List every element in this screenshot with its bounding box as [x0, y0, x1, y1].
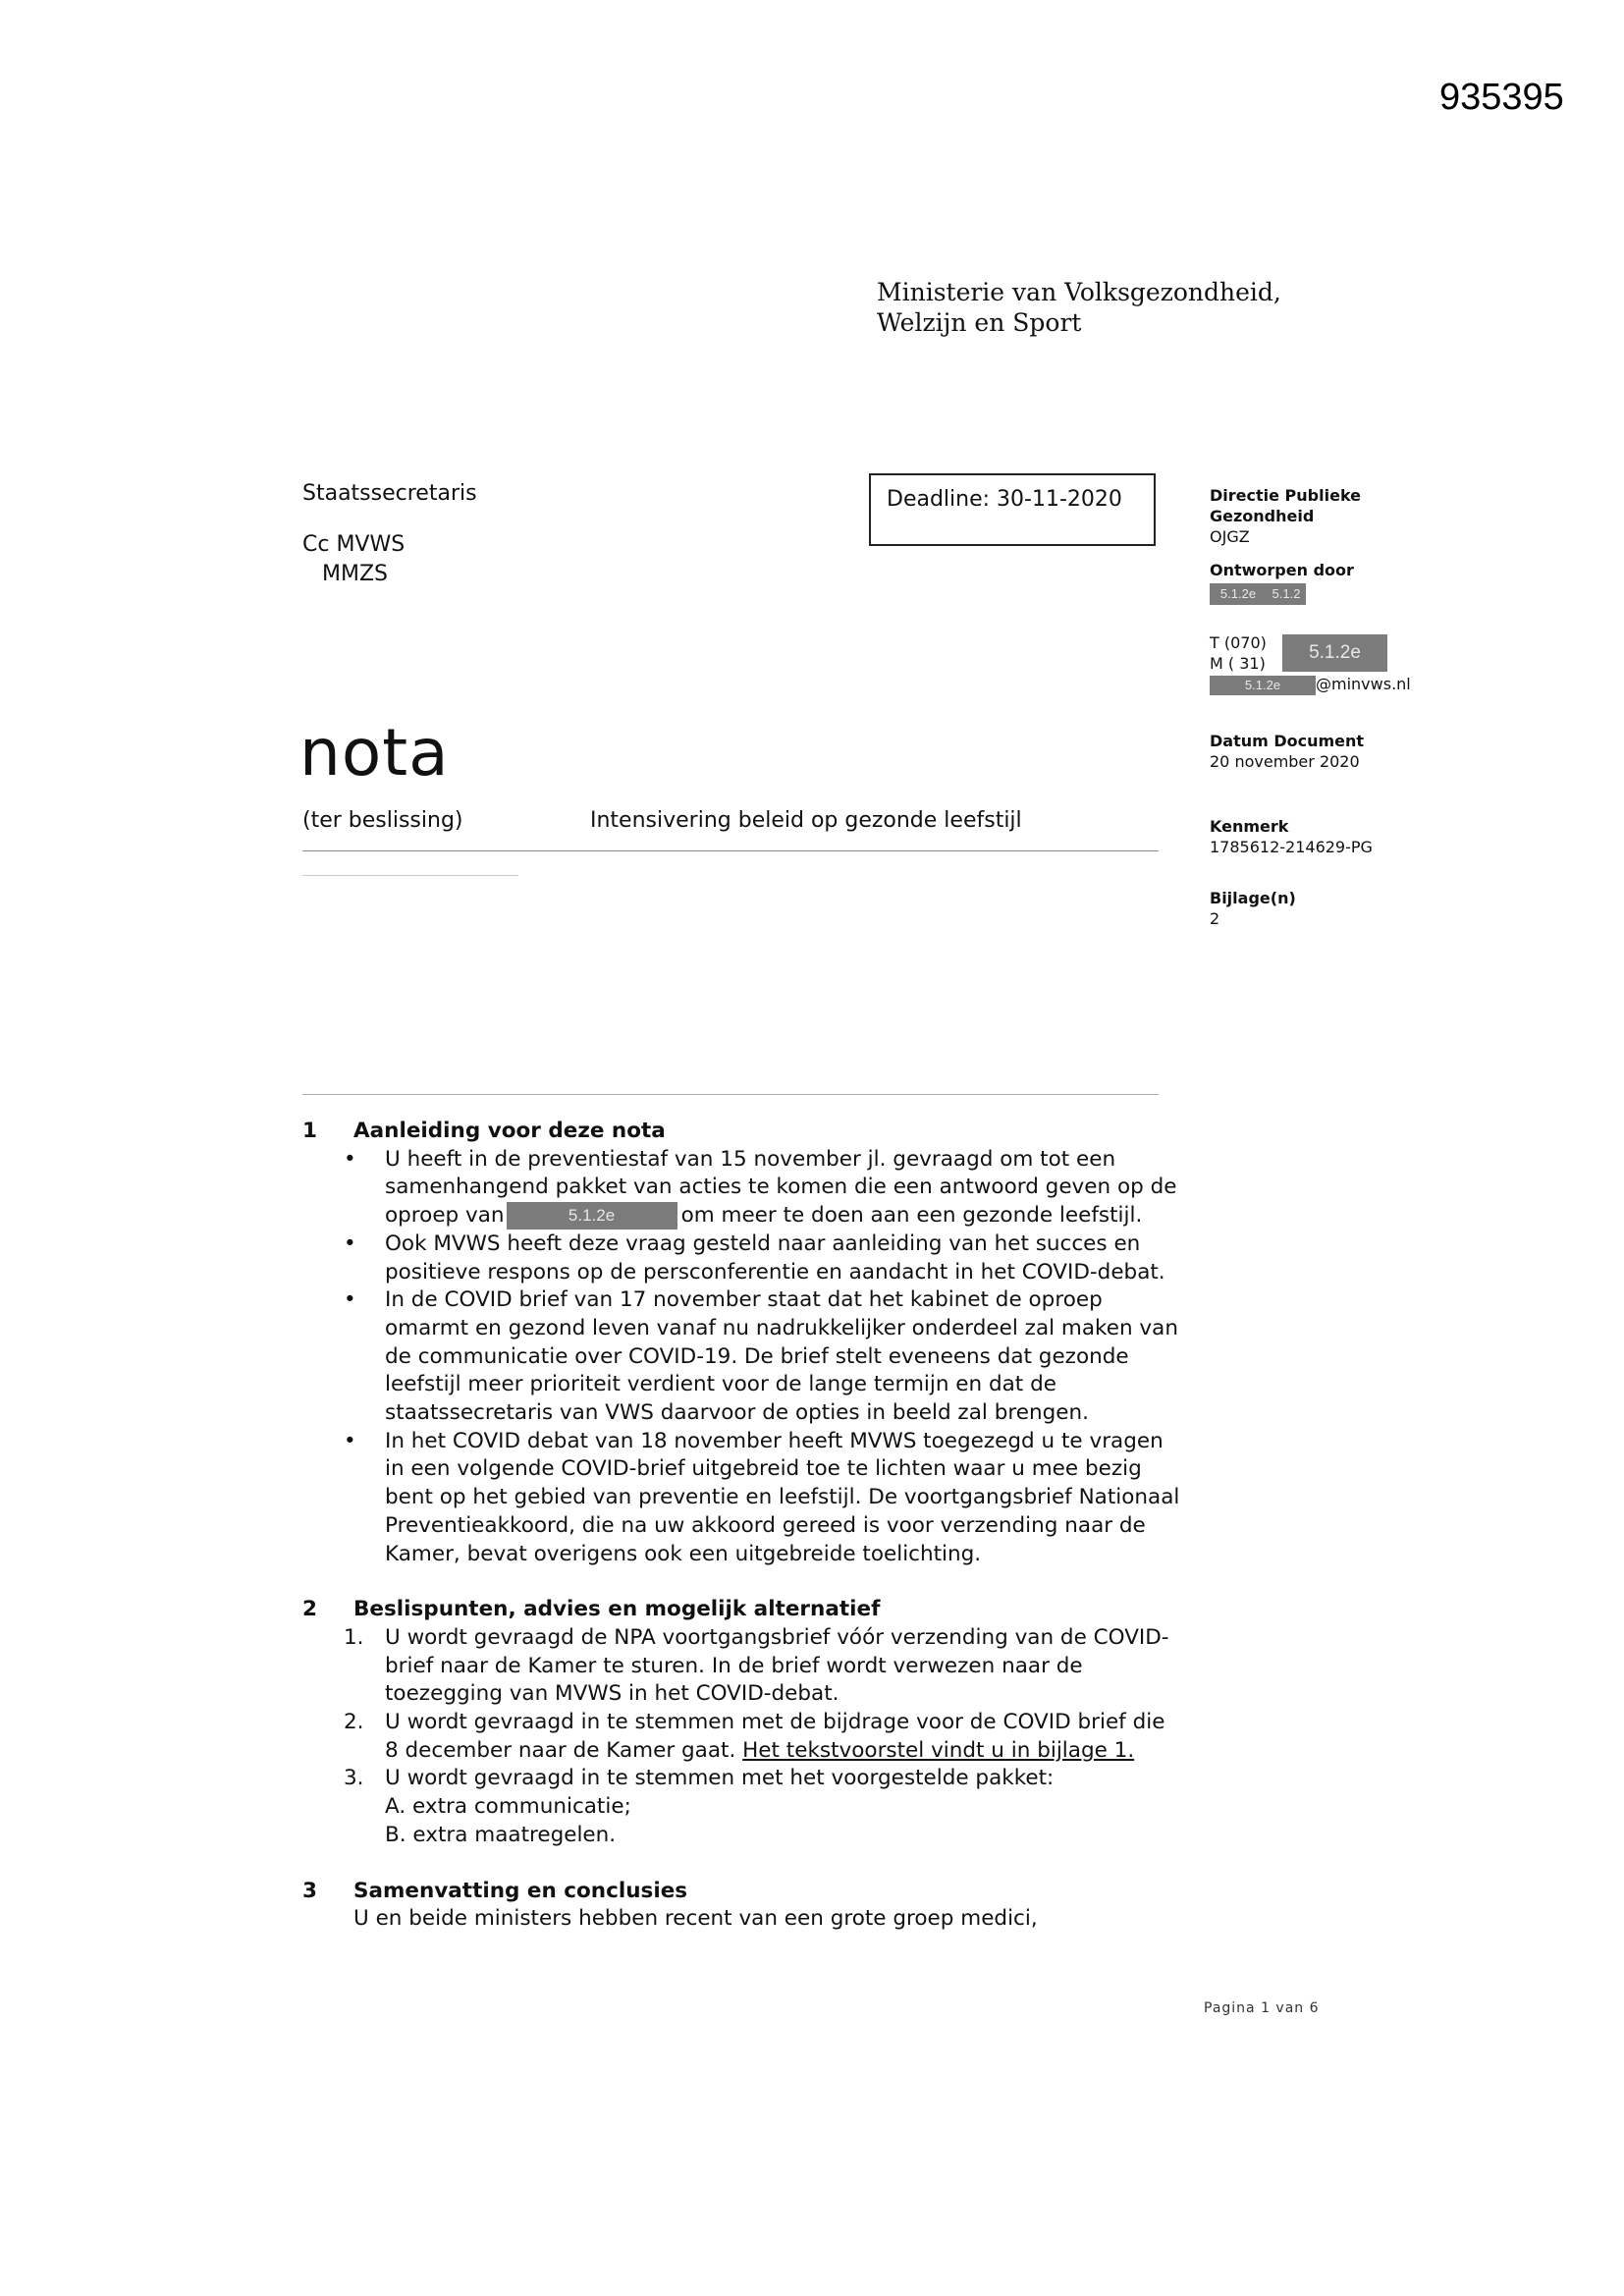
text-line: bent op het gebied van preventie en leefstijl. De voortgangsbrief Nationaal	[385, 1485, 1180, 1510]
deadline-box: Deadline: 30-11-2020	[869, 473, 1156, 546]
text-line: Kamer, bevat overigens ook een uitgebreide toelichting.	[385, 1541, 982, 1566]
text-fragment: 8 december naar de Kamer gaat.	[385, 1737, 736, 1763]
ministry-line-2: Welzijn en Sport	[877, 308, 1082, 337]
document-title: nota	[299, 715, 450, 791]
ontworpen-label: Ontworpen door	[1210, 561, 1354, 579]
text-line: leefstijl meer prioriteit verdient voor de lange termijn en dat de	[385, 1372, 1056, 1397]
text-line: samenhangend pakket van acties te komen die een antwoord geven op de	[385, 1175, 1177, 1200]
bullet-list	[302, 1146, 1196, 1569]
bijlage-label: Bijlage(n)	[1210, 889, 1296, 907]
ministry-name	[877, 277, 1281, 338]
redaction-block: 5.1.2e	[1210, 583, 1267, 605]
item-number: 1.	[344, 1624, 364, 1650]
section-title: Beslispunten, advies en mogelijk alternatief	[353, 1597, 881, 1622]
text-line: • Ook MVWS heeft deze vraag gesteld naar aanleiding van het succes en	[385, 1230, 1141, 1256]
page-number: Pagina 1 van 6	[1204, 2000, 1320, 2016]
text-line: in een volgende COVID-brief uitgebreid toe te lichten waar u mee bezig	[385, 1456, 1142, 1482]
datum-value: 20 november 2020	[1210, 752, 1360, 771]
sub-option: A. extra communicatie;	[385, 1794, 631, 1820]
text-line: toezegging van MVWS in het COVID-debat.	[385, 1681, 839, 1707]
text-line: • In de COVID brief van 17 november staat dat het kabinet de oproep	[385, 1287, 1103, 1313]
section-number: 3	[302, 1878, 317, 1903]
addressees	[302, 479, 477, 589]
meta-directie	[1210, 485, 1361, 547]
bijlage-value: 2	[1210, 909, 1220, 928]
text-line	[385, 1202, 1196, 1230]
redaction-block: 5.1.2e	[1282, 634, 1387, 672]
text-line: • U heeft in de preventiestaf van 15 november jl. gevraagd om tot een	[385, 1146, 1116, 1172]
meta-datum	[1210, 731, 1364, 772]
text-line: • In het COVID debat van 18 november heeft MVWS toegezegd u te vragen	[385, 1428, 1164, 1453]
divider	[302, 1094, 1159, 1095]
datum-label: Datum Document	[1210, 732, 1365, 750]
kenmerk-label: Kenmerk	[1210, 817, 1289, 836]
section-number: 2	[302, 1597, 317, 1622]
sub-option: B. extra maatregelen.	[385, 1822, 617, 1847]
list-item	[302, 1765, 1196, 1849]
email-suffix: @minvws.nl	[1316, 675, 1411, 693]
list-item	[302, 1709, 1196, 1765]
directie-value: OJGZ	[1210, 527, 1250, 546]
numbered-list	[302, 1624, 1196, 1850]
redaction-block: 5.1.2e	[507, 1202, 677, 1230]
text-line: U wordt gevraagd de NPA voortgangsbrief vóór verzending van de COVID-	[385, 1624, 1169, 1650]
phone-t: T (070)	[1210, 633, 1267, 652]
ministry-line-1: Ministerie van Volksgezondheid,	[877, 278, 1281, 306]
text-line: brief naar de Kamer te sturen. In de brief wordt verwezen naar de	[385, 1653, 1083, 1678]
text-fragment: om meer te doen aan een gezonde leefstijl.	[680, 1203, 1143, 1229]
directie-label: Directie Publieke	[1210, 486, 1361, 505]
text-line: Preventieakkoord, die na uw akkoord gereed is voor verzending naar de	[385, 1512, 1146, 1538]
text-line: de communicatie over COVID-19. De brief stelt eveneens dat gezonde	[385, 1343, 1129, 1369]
text-line: omarmt en gezond leven vanaf nu nadrukkelijker onderdeel zal maken van	[385, 1315, 1178, 1340]
redaction-block: 5.1.2e	[1210, 676, 1316, 695]
kenmerk-value: 1785612-214629-PG	[1210, 838, 1373, 856]
divider	[302, 875, 518, 876]
section-heading	[302, 1878, 1196, 1906]
meta-ontworpen	[1210, 560, 1354, 605]
list-item	[302, 1624, 1196, 1709]
meta-kenmerk	[1210, 816, 1373, 857]
text-line: U wordt gevraagd in te stemmen met de bijdrage voor de COVID brief die	[385, 1710, 1165, 1735]
list-item	[302, 1286, 1196, 1428]
text-line	[385, 1737, 1196, 1766]
redaction-block: 5.1.2	[1267, 583, 1306, 605]
paragraph: U en beide ministers hebben recent van een grote groep medici,	[353, 1906, 1038, 1932]
body-sections	[302, 1118, 1196, 1934]
section-title: Samenvatting en conclusies	[353, 1878, 688, 1903]
text-line: U wordt gevraagd in te stemmen met het voorgestelde pakket:	[385, 1766, 1055, 1791]
subtitle-type: (ter beslissing)	[302, 808, 463, 833]
section-heading	[302, 1596, 1196, 1624]
phone-m: M ( 31)	[1210, 654, 1266, 673]
list-item	[302, 1428, 1196, 1569]
text-line: positieve respons op de persconferentie en aandacht in het COVID-debat.	[385, 1259, 1165, 1285]
item-number: 2.	[344, 1710, 364, 1735]
section-heading	[302, 1118, 1196, 1146]
meta-bijlage	[1210, 888, 1296, 929]
attachment-reference: Het tekstvoorstel vindt u in bijlage 1.	[742, 1737, 1135, 1763]
addressee-cc: Cc MVWS	[302, 532, 406, 557]
divider	[302, 850, 1159, 851]
item-number: 3.	[344, 1766, 364, 1791]
list-item	[302, 1146, 1196, 1230]
document-id: 935395	[1439, 77, 1564, 118]
text-line: staatssecretaris van VWS daarvoor de opties in beeld zal brengen.	[385, 1400, 1089, 1426]
directie-label-2: Gezondheid	[1210, 507, 1315, 525]
text-fragment: oproep van	[385, 1203, 505, 1229]
section-number: 1	[302, 1119, 317, 1143]
section-title: Aanleiding voor deze nota	[353, 1119, 666, 1143]
addressee-to: Staatssecretaris	[302, 481, 477, 506]
subtitle-subject: Intensivering beleid op gezonde leefstijl	[590, 808, 1022, 833]
addressee-cc-2: MMZS	[322, 562, 388, 586]
list-item	[302, 1230, 1196, 1286]
